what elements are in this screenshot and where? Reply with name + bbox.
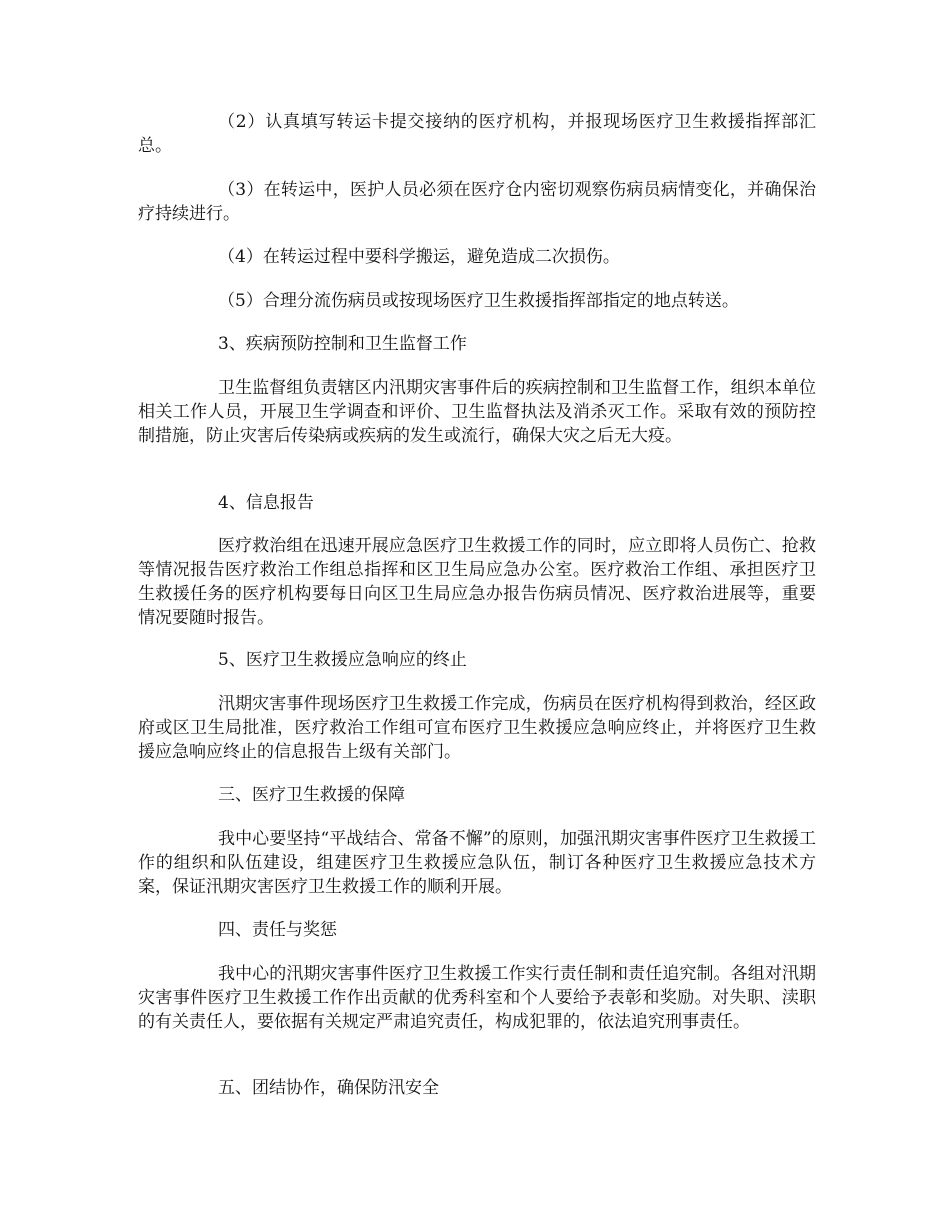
heading-info-report: 4、信息报告 <box>218 493 314 513</box>
paragraph-transfer-card: （2）认真填写转运卡提交接纳的医疗机构，并报现场医疗卫生救援指挥部汇总。 <box>138 112 816 156</box>
paragraph-response-termination: 汛期灾害事件现场医疗卫生救援工作完成，伤病员在医疗机构得到救治，经区政府或区卫生局批准，医疗救治工作组可宣布医疗卫生救援应急响应终止，并将医疗卫生救援应急响应终止的信息报告上级有关部门。 <box>138 694 816 762</box>
paragraph-scientific-transport: （4）在转运过程中要科学搬运，避免造成二次损伤。 <box>218 247 620 267</box>
heading-guarantee: 三、医疗卫生救援的保障 <box>218 785 405 805</box>
heading-responsibility: 四、责任与奖惩 <box>218 920 337 940</box>
heading-disease-control: 3、疾病预防控制和卫生监督工作 <box>218 334 467 354</box>
paragraph-divert-patients: （5）合理分流伤病员或按现场医疗卫生救援指挥部指定的地点转送。 <box>218 291 739 311</box>
heading-response-termination: 5、医疗卫生救援应急响应的终止 <box>218 650 467 670</box>
paragraph-guarantee: 我中心要坚持“平战结合、常备不懈”的原则，加强汛期灾害事件医疗卫生救援工作的组织和队伍建设，组建医疗卫生救援应急队伍，制订各种医疗卫生救援应急技术方案，保证汛期灾害医疗卫生救援工作的顺利开展。 <box>138 829 816 897</box>
paragraph-responsibility: 我中心的汛期灾害事件医疗卫生救援工作实行责任制和责任追究制。各组对汛期灾害事件医疗卫生救援工作作出贡献的优秀科室和个人要给予表彰和奖励。对失职、渎职的有关责任人，要依据有关规定严肃追究责任，构成犯罪的，依法追究刑事责任。 <box>138 964 816 1032</box>
heading-cooperation: 五、团结协作，确保防汛安全 <box>218 1078 439 1098</box>
paragraph-observe-patients: （3）在转运中，医护人员必须在医疗仓内密切观察伤病员病情变化，并确保治疗持续进行。 <box>138 180 816 224</box>
paragraph-info-report: 医疗救治组在迅速开展应急医疗卫生救援工作的同时，应立即将人员伤亡、抢救等情况报告医疗救治工作组总指挥和区卫生局应急办公室。医疗救治工作组、承担医疗卫生救援任务的医疗机构要每日向区卫生局应急办报告伤病员情况、医疗救治进展等，重要情况要随时报告。 <box>138 536 816 628</box>
paragraph-disease-control: 卫生监督组负责辖区内汛期灾害事件后的疾病控制和卫生监督工作，组织本单位相关工作人员，开展卫生学调查和评价、卫生监督执法及消杀灭工作。采取有效的预防控制措施，防止灾害后传染病或疾病的发生或流行，确保大灾之后无大疫。 <box>138 378 816 446</box>
